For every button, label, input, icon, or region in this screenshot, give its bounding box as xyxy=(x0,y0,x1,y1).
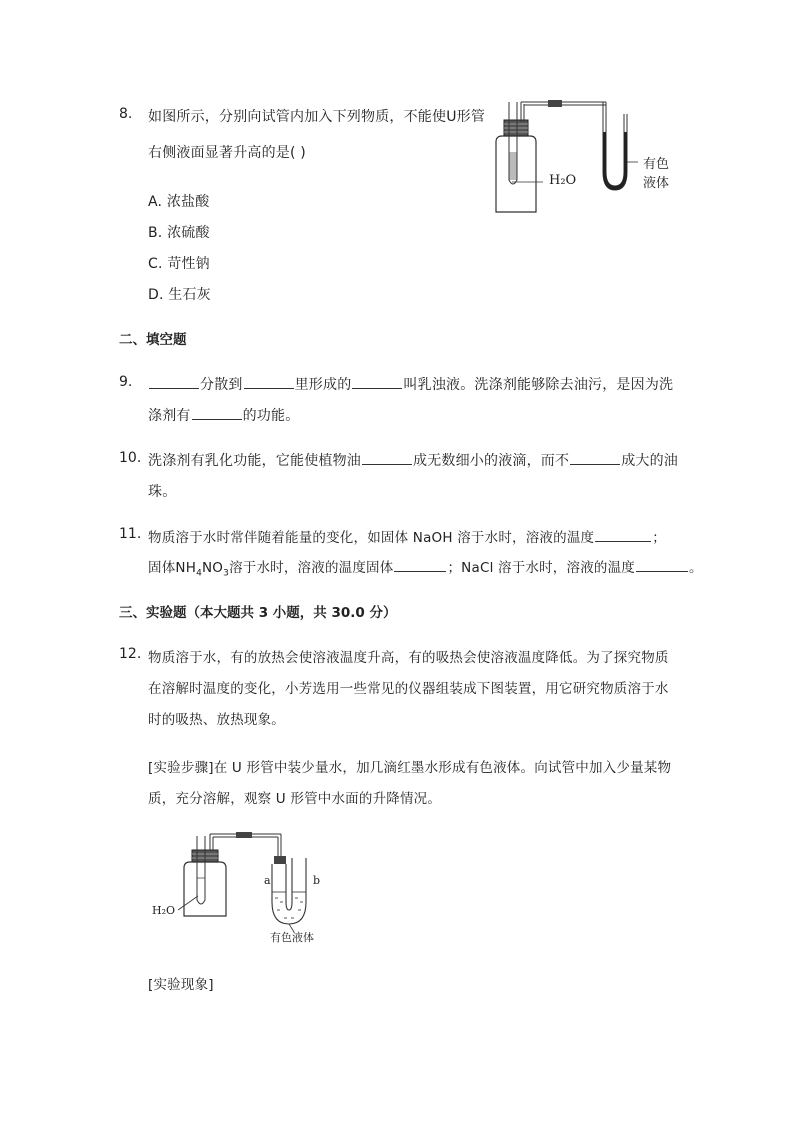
q11-blank-3[interactable] xyxy=(636,559,688,572)
q10-text-2: 成无数细小的液滴，而不 xyxy=(413,453,570,469)
q10-number: 10. xyxy=(119,450,142,466)
q11-text-1: 物质溶于水时常伴随着能量的变化，如固体 NaOH 溶于水时，溶液的温度 xyxy=(148,530,595,546)
q11-text-4: ；NaCl 溶于水时，溶液的温度 xyxy=(447,560,636,576)
q10-text-1: 洗涤剂有乳化功能，它能使植物油 xyxy=(148,453,361,469)
q10-blank-1[interactable] xyxy=(362,452,412,465)
q11-text-2: ； xyxy=(652,530,666,546)
q9-blank-1[interactable] xyxy=(149,376,199,389)
q9-blank-3[interactable] xyxy=(352,376,402,389)
q12-line1: 物质溶于水，有的放热会使溶液温度升高，有的吸热会使溶液温度降低。为了探究物质 xyxy=(148,650,669,666)
q9-text-2: 里形成的 xyxy=(294,377,352,393)
q8-option-c: C. 苛性钠 xyxy=(148,256,210,272)
q11-blank-2[interactable] xyxy=(394,559,446,572)
q8-option-a: A. 浓盐酸 xyxy=(148,194,210,210)
q12-fig-label-a: a xyxy=(264,874,271,887)
q9-text-1: 分散到 xyxy=(200,377,243,393)
q10-line1 xyxy=(148,450,678,470)
q8-option-d: D. 生石灰 xyxy=(148,287,211,303)
q9-text-3: 叫乳浊液。洗涤剂能够除去油污，是因为洗 xyxy=(403,377,674,393)
q9-text-4: 涤剂有 xyxy=(148,408,191,424)
section-2-title: 二、填空题 xyxy=(119,332,187,348)
q11-blank-1[interactable] xyxy=(595,529,651,542)
q8-fig-h2o-label: H₂O xyxy=(549,173,577,188)
q9-line2 xyxy=(148,405,299,425)
q9-line1 xyxy=(148,374,673,394)
q12-step-line1: [实验步骤]在 U 形管中装少量水，加几滴红墨水形成有色液体。向试管中加入少量某物 xyxy=(148,760,672,776)
q11-sub-3: 3 xyxy=(223,568,230,579)
q8-fig-label-line1: 有色 xyxy=(643,157,670,172)
q11-text-5: 。 xyxy=(689,560,703,576)
q11-sub-4: 4 xyxy=(196,568,202,579)
q8-line2: 右侧液面显著升高的是( ) xyxy=(148,145,306,161)
q8-option-b: B. 浓硫酸 xyxy=(148,225,210,241)
q10-text-3: 成大的油 xyxy=(621,453,679,469)
q8-line1: 如图所示，分别向试管内加入下列物质，不能使U形管 xyxy=(148,109,486,125)
q12-step-line2: 质，充分溶解，观察 U 形管中水面的升降情况。 xyxy=(148,791,442,807)
q12-observation-heading: [实验现象] xyxy=(148,977,214,993)
section-3-title: 三、实验题（本大题共 3 小题，共 30.0 分） xyxy=(119,605,397,621)
q9-blank-2[interactable] xyxy=(244,376,294,389)
q10-blank-2[interactable] xyxy=(570,452,620,465)
q11-text-3c: 溶于水时，溶液的温度固体 xyxy=(229,560,394,576)
q11-text-3a: 固体NH xyxy=(148,560,197,576)
q12-fig-liquid-label: 有色液体 xyxy=(270,931,314,944)
q8-fig-label-line2: 液体 xyxy=(643,176,670,191)
q12-apparatus-figure xyxy=(148,828,338,933)
q11-line1 xyxy=(148,526,666,546)
q12-fig-h2o-label: H₂O xyxy=(152,904,176,917)
q10-line2: 珠。 xyxy=(148,484,177,500)
q12-line2: 在溶解时温度的变化，小芳选用一些常见的仪器组装成下图装置，用它研究物质溶于水 xyxy=(148,681,669,697)
q9-blank-4[interactable] xyxy=(192,407,242,420)
q12-line3: 时的吸热、放热现象。 xyxy=(148,712,285,728)
q12-fig-label-b: b xyxy=(313,874,321,887)
q9-text-5: 的功能。 xyxy=(242,408,300,424)
q11-line2 xyxy=(148,556,703,579)
q9-number: 9. xyxy=(119,374,133,390)
q11-number: 11. xyxy=(119,526,142,542)
q12-number: 12. xyxy=(119,646,142,662)
q8-number: 8. xyxy=(119,106,133,122)
q11-text-3b: NO xyxy=(202,560,224,576)
